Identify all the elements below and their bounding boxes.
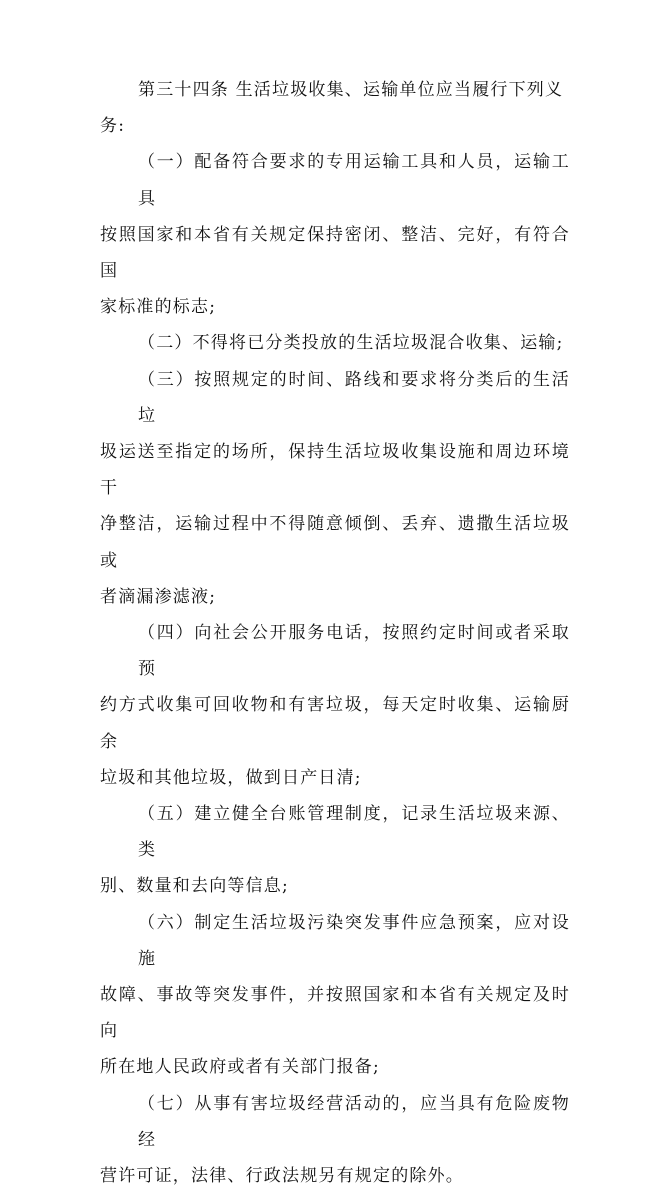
- item-1-line-2: 按照国家和本省有关规定保持密闭、整洁、完好，有符合国: [100, 224, 570, 282]
- item-7-line-1: （七）从事有害垃圾经营活动的，应当具有危险废物经: [138, 1093, 570, 1150]
- item-6-line-3: 所在地人民政府或者有关部门报备;: [100, 1057, 380, 1078]
- item-3-line-2: 圾运送至指定的场所，保持生活垃圾收集设施和周边环境干: [100, 442, 570, 499]
- item-4-line-3: 垃圾和其他垃圾，做到日产日清;: [100, 767, 362, 788]
- item-5: [100, 796, 570, 905]
- article-intro-text: 生活垃圾收集、运输单位应当履行下列义: [235, 80, 564, 100]
- item-4: [100, 615, 570, 796]
- item-3-line-4: 者滴漏渗滤液;: [100, 586, 217, 607]
- item-6-line-1: （六）制定生活垃圾污染突发事件应急预案，应对设施: [138, 912, 570, 969]
- item-6-line-2: 故障、事故等突发事件，并按照国家和本省有关规定及时向: [100, 985, 570, 1042]
- intro-line-1: [100, 72, 570, 108]
- item-4-line-2: 约方式收集可回收物和有害垃圾，每天定时收集、运输厨余: [100, 695, 570, 752]
- item-1: [100, 144, 570, 325]
- item-1-line-3: 家标准的标志;: [100, 297, 217, 318]
- intro-line-2: 务:: [100, 116, 126, 137]
- item-7-line-2: 营许可证，法律、行政法规另有规定的除外。: [100, 1166, 464, 1187]
- item-3-line-1: （三）按照规定的时间、路线和要求将分类后的生活垃: [138, 369, 570, 426]
- article-heading: 第三十四条: [138, 80, 229, 100]
- item-2-line-1: （二）不得将已分类投放的生活垃圾混合收集、运输;: [138, 333, 564, 354]
- item-6: [100, 905, 570, 1086]
- item-3-line-3: 净整洁，运输过程中不得随意倾倒、丢弃、遗撒生活垃圾或: [100, 514, 570, 571]
- item-1-line-1: （一）配备符合要求的专用运输工具和人员，运输工具: [138, 152, 570, 209]
- article-intro: [100, 72, 570, 144]
- item-3: [100, 362, 570, 615]
- article-text: [100, 72, 570, 1194]
- item-7: [100, 1086, 570, 1194]
- item-5-line-1: （五）建立健全台账管理制度，记录生活垃圾来源、类: [138, 804, 570, 861]
- item-4-line-1: （四）向社会公开服务电话，按照约定时间或者采取预: [138, 623, 570, 680]
- item-2: [100, 325, 570, 361]
- item-5-line-2: 别、数量和去向等信息;: [100, 876, 289, 897]
